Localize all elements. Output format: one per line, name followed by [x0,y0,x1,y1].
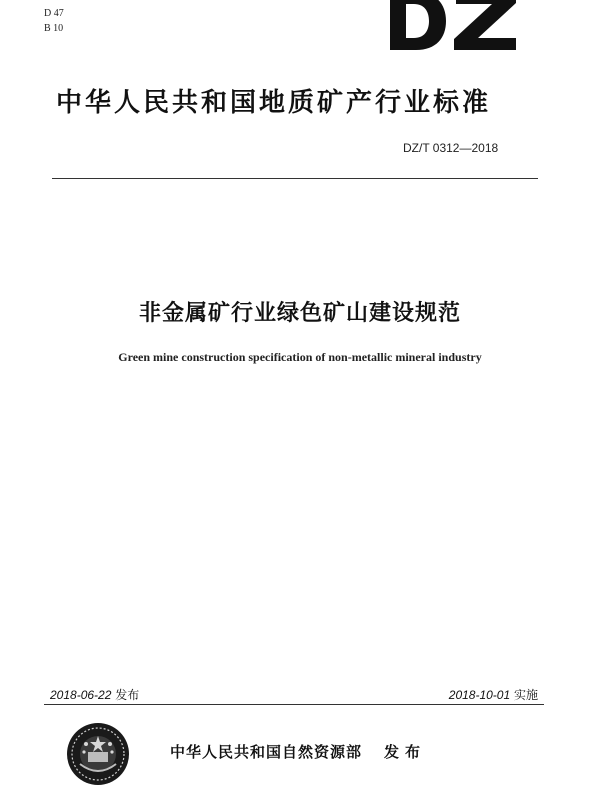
implementation-date [449,686,538,703]
top-divider [52,178,538,179]
ics-code: D 47 [44,8,64,19]
dz-logo [388,0,518,50]
implementation-date-label: 实施 [513,688,538,702]
issue-date-value: 2018-06-22 [50,688,112,702]
document-title-chinese: 非金属矿行业绿色矿山建设规范 [138,301,461,326]
implementation-date-value: 2018-10-01 [448,688,511,702]
issue-date [50,686,139,703]
classification-codes [44,6,64,36]
national-emblem-seal [66,722,130,786]
bottom-divider [44,704,544,705]
standard-type-heading: 中华人民共和国地质矿产行业标准 [56,88,492,118]
ccs-code: B 10 [44,23,64,34]
publish-label: 发布 [384,743,427,761]
publisher-name: 中华人民共和国自然资源部 [170,743,363,761]
issue-date-label: 发布 [115,688,140,702]
standard-number: DZ/T 0312—2018 [403,141,499,155]
document-title-english: Green mine construction specification of non-metallic mineral industry [118,350,482,364]
